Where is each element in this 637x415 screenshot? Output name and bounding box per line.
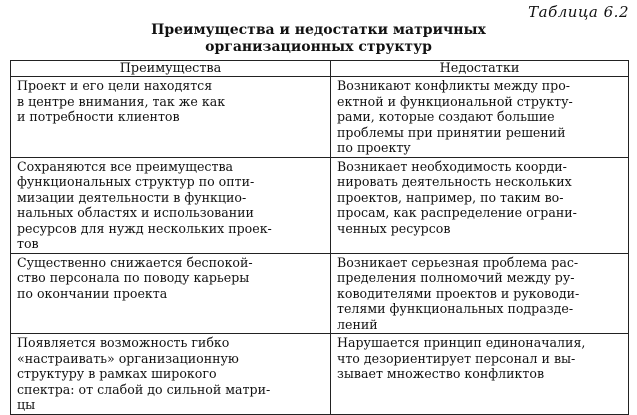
advantage-cell [11, 157, 331, 253]
table-number-label: Таблица 6.2 [528, 3, 629, 21]
table-row [11, 77, 629, 158]
column-header-disadvantages: Недостатки [331, 61, 629, 77]
disadvantage-text: Возникают конфликты между про- ектной и функциональной структу- рами, которые создают большие проблемы при принятии решений по проекту [337, 78, 573, 155]
disadvantage-text: Нарушается принцип единоначалия, что дезориентирует персонал и вы- зывает множество конфликтов [337, 335, 586, 381]
column-header-advantages: Преимущества [11, 61, 331, 77]
advantage-text: Существенно снижается беспокой- ство персонала по поводу карьеры по окончании проекта [17, 254, 253, 301]
disadvantage-text: Возникает серьезная проблема рас- пределения полномочий между ру- ководителями проектов и руководи- телями функциональных подразде- лений [337, 254, 580, 332]
advantage-cell [11, 77, 331, 158]
advantage-text: Сохраняются все преимущества функциональных структур по опти- мизации деятельности в функцио- нальных областях и использовании ресурсов для нужд нескольких проек- тов [17, 158, 272, 251]
table-row [11, 157, 629, 253]
table-row [11, 253, 629, 334]
disadvantage-text: Возникает необходимость коорди- нировать деятельность нескольких проектов, например, по таким во- просам, как распределение ограни- ченных ресурсов [337, 158, 577, 236]
advantage-text: Проект и его цели находятся в центре внимания, так же как и потребности клиентов [17, 78, 226, 124]
advantage-cell [11, 253, 331, 334]
table-row [11, 334, 629, 415]
advantage-cell [11, 334, 331, 415]
advantage-text: Появляется возможность гибко «настраивать» организационную структуру в рамках широкого спектра: от слабой до сильной матри- цы [17, 335, 271, 412]
table-header-row [11, 61, 629, 77]
table-title-line-2: организационных структур [205, 39, 432, 55]
comparison-table [10, 60, 629, 415]
disadvantage-cell [331, 253, 629, 334]
table-title-line-1: Преимущества и недостатки матричных [151, 22, 486, 38]
disadvantage-cell [331, 157, 629, 253]
table-title [0, 22, 637, 56]
disadvantage-cell [331, 334, 629, 415]
disadvantage-cell [331, 77, 629, 158]
